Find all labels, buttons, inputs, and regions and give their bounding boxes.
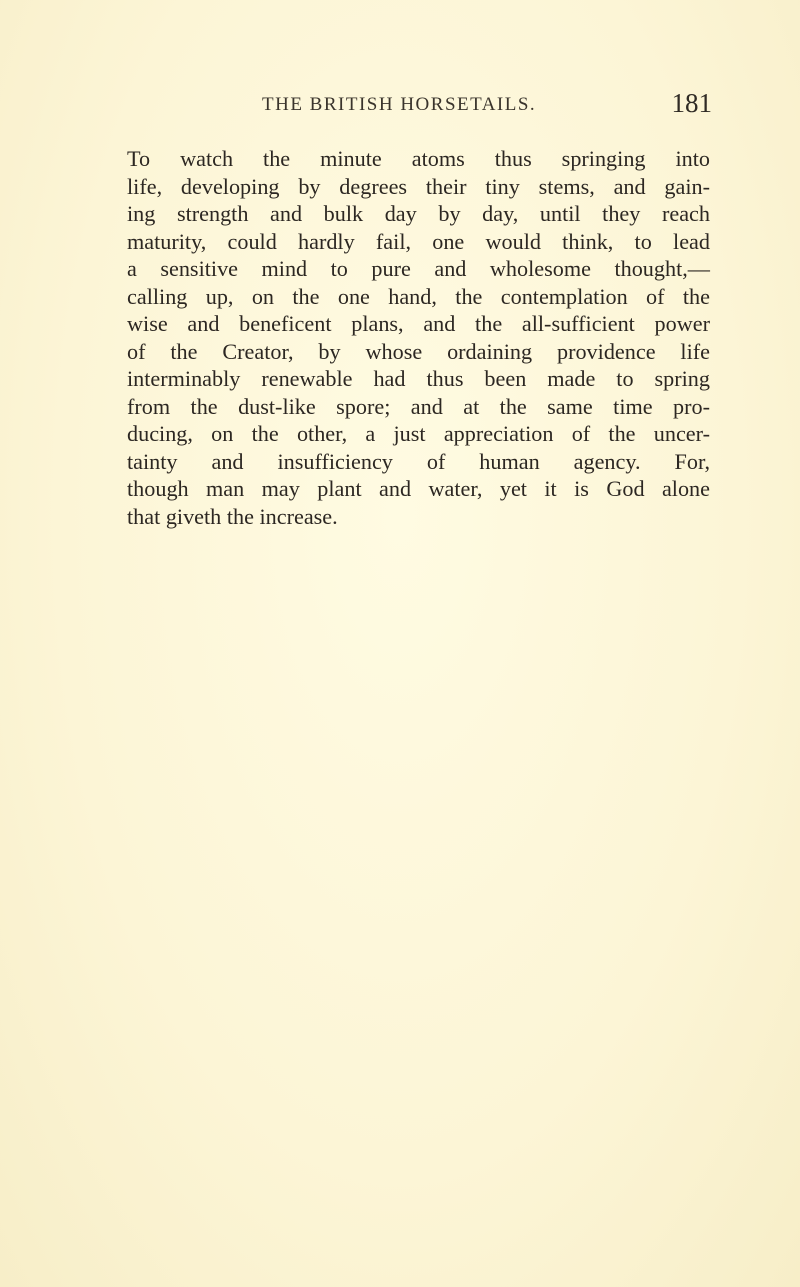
text-line: To watch the minute atoms thus springing into	[127, 146, 710, 171]
text-line: wise and beneficent plans, and the all-sufficient power	[127, 311, 710, 336]
text-line: ing strength and bulk day by day, until they reach	[127, 201, 710, 226]
page-number: 181	[671, 88, 712, 118]
text-line: a sensitive mind to pure and wholesome thought,—	[127, 256, 710, 281]
text-line: of the Creator, by whose ordaining providence life	[127, 338, 710, 364]
body-paragraph	[127, 145, 710, 530]
text-line: that giveth the increase.	[127, 503, 338, 529]
text-line: tainty and insufficiency of human agency. For,	[127, 448, 710, 474]
text-line: life, developing by degrees their tiny stems, and gain-	[127, 173, 710, 199]
text-line: from the dust-like spore; and at the same time pro-	[127, 393, 710, 419]
text-line: ducing, on the other, a just appreciation of the uncer-	[127, 421, 710, 446]
text-line: interminably renewable had thus been made to spring	[127, 366, 710, 391]
text-line: though man may plant and water, yet it is God alone	[127, 476, 710, 501]
text-line: calling up, on the one hand, the contemplation of the	[127, 283, 710, 309]
running-title: THE BRITISH HORSETAILS.	[262, 94, 537, 115]
text-line: maturity, could hardly fail, one would think, to lead	[127, 228, 710, 254]
running-header	[122, 88, 712, 128]
